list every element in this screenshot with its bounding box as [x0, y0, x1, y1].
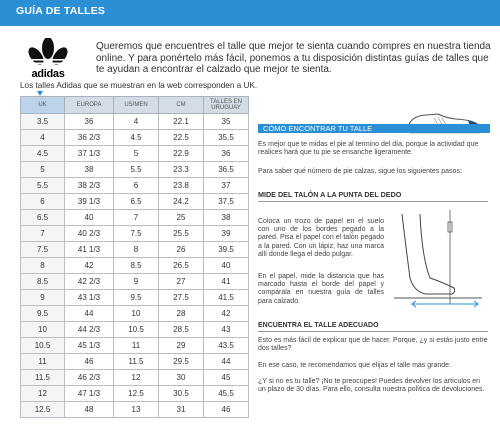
europa-cell: 38 2/3: [65, 178, 114, 194]
uruguay-cell: 38: [204, 210, 249, 226]
uruguay-cell: 40: [204, 258, 249, 274]
table-row: [21, 258, 249, 274]
uk-cell: 7: [21, 226, 65, 242]
header-uruguay: TALLES EN URUGUAY: [204, 97, 249, 114]
uruguay-cell: 39.5: [204, 242, 249, 258]
table-row: [21, 242, 249, 258]
uk-cell: 7.5: [21, 242, 65, 258]
uk-cell: 12.5: [21, 402, 65, 418]
us-men-cell: 7.5: [114, 226, 159, 242]
brand-name: adidas: [31, 68, 65, 80]
us-men-cell: 6.5: [114, 194, 159, 210]
size-table: [20, 96, 249, 418]
cm-cell: 29: [159, 338, 204, 354]
uruguay-cell: 45: [204, 370, 249, 386]
uruguay-cell: 36: [204, 146, 249, 162]
measure-title: MIDE DEL TALÓN A LA PUNTA DEL DEDO: [258, 190, 488, 202]
uruguay-cell: 46: [204, 402, 249, 418]
table-header-row: [21, 97, 249, 114]
table-row: [21, 274, 249, 290]
europa-cell: 40: [65, 210, 114, 226]
uk-cell: 11.5: [21, 370, 65, 386]
header-cm: CM: [159, 97, 204, 114]
table-row: [21, 370, 249, 386]
foot-measure-illustration: [392, 208, 486, 320]
europa-cell: 41 1/3: [65, 242, 114, 258]
europa-cell: 37 1/3: [65, 146, 114, 162]
europa-cell: 43 1/3: [65, 290, 114, 306]
us-men-cell: 8: [114, 242, 159, 258]
trefoil-icon: [22, 38, 74, 68]
table-row: [21, 210, 249, 226]
table-row: [21, 290, 249, 306]
uruguay-cell: 42: [204, 306, 249, 322]
uruguay-cell: 41: [204, 274, 249, 290]
uk-cell: 8.5: [21, 274, 65, 290]
us-men-cell: 11: [114, 338, 159, 354]
uk-cell: 5: [21, 162, 65, 178]
cm-cell: 22.9: [159, 146, 204, 162]
table-row: [21, 194, 249, 210]
uruguay-cell: 45.5: [204, 386, 249, 402]
uruguay-cell: 35.5: [204, 130, 249, 146]
uk-cell: 12: [21, 386, 65, 402]
europa-cell: 36: [65, 114, 114, 130]
table-row: [21, 402, 249, 418]
cm-cell: 25: [159, 210, 204, 226]
uruguay-cell: 35: [204, 114, 249, 130]
europa-cell: 38: [65, 162, 114, 178]
measure-paragraph-1: Coloca un trozo de papel en el suelo con uno de los bordes pegado a la pared. Pisa el papel con el talón pegado a la pared. Con un lápiz, haz una marca allí donde llega el dedo pulgar.: [258, 218, 384, 258]
us-men-cell: 8.5: [114, 258, 159, 274]
uruguay-cell: 44: [204, 354, 249, 370]
header-bar: [0, 0, 500, 26]
table-row: [21, 146, 249, 162]
cm-cell: 23.8: [159, 178, 204, 194]
europa-cell: 45 1/3: [65, 338, 114, 354]
europa-cell: 36 2/3: [65, 130, 114, 146]
measure-paragraph-2: En el papel, mide la distancia que has marcado hasta el borde del papel y compárala en nuestra guía de talles para calzado.: [258, 273, 384, 305]
table-row: [21, 386, 249, 402]
cm-cell: 28.5: [159, 322, 204, 338]
cm-cell: 27.5: [159, 290, 204, 306]
uruguay-cell: 43: [204, 322, 249, 338]
header-europa: EUROPA: [65, 97, 114, 114]
fit-paragraph-3: ¿Y si no es tu talle? ¡No te preocupes! Puedes devolver los artículos en un plazo de 30 días. Para ello, consulta nuestra política de devoluciones.: [258, 378, 485, 394]
us-men-cell: 10: [114, 306, 159, 322]
us-men-cell: 10.5: [114, 322, 159, 338]
europa-cell: 40 2/3: [65, 226, 114, 242]
page-title: GUÍA DE TALLES: [16, 5, 106, 17]
us-men-cell: 9: [114, 274, 159, 290]
table-row: [21, 322, 249, 338]
uk-cell: 4: [21, 130, 65, 146]
table-row: [21, 114, 249, 130]
cm-cell: 23.3: [159, 162, 204, 178]
uruguay-cell: 37: [204, 178, 249, 194]
table-row: [21, 162, 249, 178]
us-men-cell: 6: [114, 178, 159, 194]
cm-cell: 30.5: [159, 386, 204, 402]
us-men-cell: 12: [114, 370, 159, 386]
cm-cell: 22.1: [159, 114, 204, 130]
us-men-cell: 7: [114, 210, 159, 226]
uk-cell: 6: [21, 194, 65, 210]
europa-cell: 46 2/3: [65, 370, 114, 386]
uk-cell: 10.5: [21, 338, 65, 354]
table-row: [21, 130, 249, 146]
uk-note: Los talles Adidas que se muestran en la web corresponden a UK.: [20, 81, 258, 90]
us-men-cell: 11.5: [114, 354, 159, 370]
fit-paragraph-2: En ese caso, te recomendamos que elijas el talle más grande.: [258, 362, 451, 369]
table-row: [21, 178, 249, 194]
us-men-cell: 4.5: [114, 130, 159, 146]
uk-cell: 9.5: [21, 306, 65, 322]
howto-title-bar: CÓMO ENCONTRAR TU TALLE: [258, 124, 490, 133]
europa-cell: 44: [65, 306, 114, 322]
europa-cell: 44 2/3: [65, 322, 114, 338]
table-row: [21, 226, 249, 242]
cm-cell: 29.5: [159, 354, 204, 370]
cm-cell: 27: [159, 274, 204, 290]
fit-title: ENCUENTRA EL TALLE ADECUADO: [258, 322, 488, 332]
uruguay-cell: 37.5: [204, 194, 249, 210]
fit-paragraph-1: Esto es más fácil de explicar que de hacer. Porque, ¿y si estás justo entre dos talles?: [258, 337, 488, 353]
cm-cell: 28: [159, 306, 204, 322]
cm-cell: 22.5: [159, 130, 204, 146]
uk-cell: 4.5: [21, 146, 65, 162]
europa-cell: 46: [65, 354, 114, 370]
us-men-cell: 5.5: [114, 162, 159, 178]
europa-cell: 39 1/3: [65, 194, 114, 210]
cm-cell: 31: [159, 402, 204, 418]
table-row: [21, 338, 249, 354]
uk-cell: 8: [21, 258, 65, 274]
uk-cell: 3.5: [21, 114, 65, 130]
howto-paragraph-1: Es mejor que te midas el pie al termino del día, porque la actividad que realices hará que tu pie se ensanche ligeramente.: [258, 141, 479, 157]
uk-cell: 6.5: [21, 210, 65, 226]
uk-cell: 9: [21, 290, 65, 306]
header-us-men: US/MEN: [114, 97, 159, 114]
howto-paragraph-2: Para saber qué número de pie calzas, sigue los siguientes pasos:: [258, 168, 462, 175]
us-men-cell: 9.5: [114, 290, 159, 306]
cm-cell: 25.5: [159, 226, 204, 242]
uruguay-cell: 39: [204, 226, 249, 242]
cm-cell: 26: [159, 242, 204, 258]
europa-cell: 42: [65, 258, 114, 274]
header-uk: UK: [21, 97, 65, 114]
brand-logo: [22, 38, 74, 82]
us-men-cell: 4: [114, 114, 159, 130]
uruguay-cell: 41.5: [204, 290, 249, 306]
intro-text: Queremos que encuentres el talle que mejor te sienta cuando compres en nuestra tienda online. Y para ponértelo más fácil, ponemos a tu disposición distintas guías de talles que te ayudan a encontrar el calzado que mejor te sienta.: [96, 41, 491, 75]
europa-cell: 47 1/3: [65, 386, 114, 402]
uk-cell: 11: [21, 354, 65, 370]
uruguay-cell: 43.5: [204, 338, 249, 354]
cm-cell: 24.2: [159, 194, 204, 210]
uruguay-cell: 36.5: [204, 162, 249, 178]
europa-cell: 48: [65, 402, 114, 418]
us-men-cell: 5: [114, 146, 159, 162]
table-row: [21, 306, 249, 322]
europa-cell: 42 2/3: [65, 274, 114, 290]
cm-cell: 26.5: [159, 258, 204, 274]
us-men-cell: 13: [114, 402, 159, 418]
uk-cell: 5.5: [21, 178, 65, 194]
cm-cell: 30: [159, 370, 204, 386]
table-row: [21, 354, 249, 370]
uk-cell: 10: [21, 322, 65, 338]
us-men-cell: 12.5: [114, 386, 159, 402]
